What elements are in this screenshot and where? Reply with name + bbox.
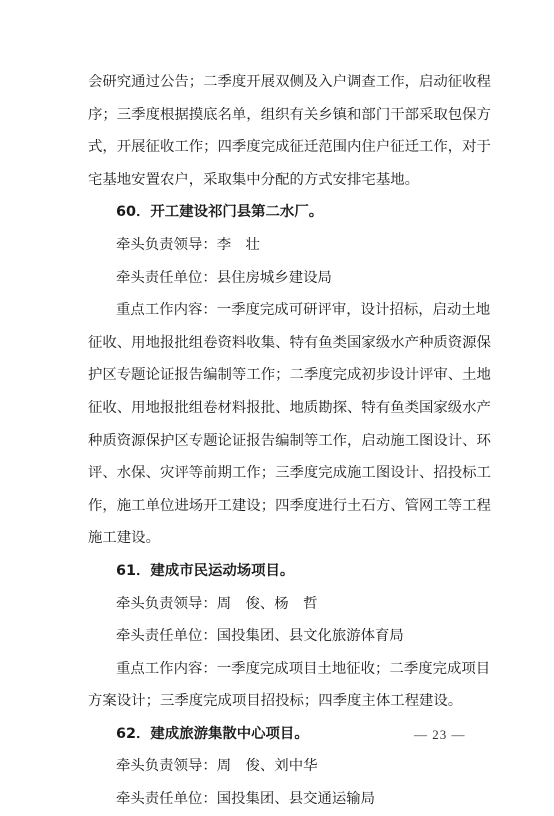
text-line: 重点工作内容：一季度完成项目土地征收；二季度完成项目: [116, 660, 491, 677]
text-line: 牵头负责领导：周 俊、刘中华: [116, 758, 318, 775]
text-line: 牵头责任单位：国投集团、县交通运输局: [116, 791, 376, 808]
section-heading: 61．建成市民运动场项目。: [116, 562, 295, 579]
text-line: 施工建设。: [88, 530, 160, 547]
text-line: 序；三季度根据摸底名单，组织有关乡镇和部门干部采取包保方: [88, 106, 491, 123]
text-line: 方案设计；三季度完成项目招投标；四季度主体工程建设。: [88, 693, 463, 710]
section-heading: 62．建成旅游集散中心项目。: [116, 725, 309, 742]
page-number: — 23 —: [414, 727, 466, 742]
text-line: 评、水保、灾评等前期工作；三季度完成施工图设计、招投标工: [88, 465, 491, 482]
text-line: 会研究通过公告；二季度开展双侧及入户调查工作，启动征收程: [88, 74, 491, 90]
text-line: 牵头负责领导：李 壮: [116, 236, 260, 253]
text-line: 宅基地安置农户，采取集中分配的方式安排宅基地。: [88, 171, 419, 188]
text-line: 牵头责任单位：县住房城乡建设局: [116, 269, 332, 286]
section-heading: 60．开工建设祁门县第二水厂。: [116, 204, 324, 221]
text-line: 牵头责任单位：国投集团、县文化旅游体育局: [116, 628, 404, 645]
text-line: 征收、用地报批组卷资料收集、特有鱼类国家级水产种质资源保: [88, 334, 491, 351]
text-line: 征收、用地报批组卷材料报批、地质勘探、特有鱼类国家级水产: [88, 399, 491, 416]
text-line: 式，开展征收工作；四季度完成征迁范围内住户征迁工作，对于: [88, 139, 491, 156]
body-text: [88, 66, 491, 816]
text-line: 重点工作内容：一季度完成可研评审，设计招标，启动土地: [116, 302, 491, 319]
text-line: 牵头负责领导：周 俊、杨 哲: [116, 595, 318, 612]
text-line: 作，施工单位进场开工建设；四季度进行土石方、管网工等工程: [88, 497, 491, 514]
text-line: 护区专题论证报告编制等工作；二季度完成初步设计评审、土地: [88, 367, 491, 384]
text-line: 种质资源保护区专题论证报告编制等工作，启动施工图设计、环: [88, 432, 491, 449]
